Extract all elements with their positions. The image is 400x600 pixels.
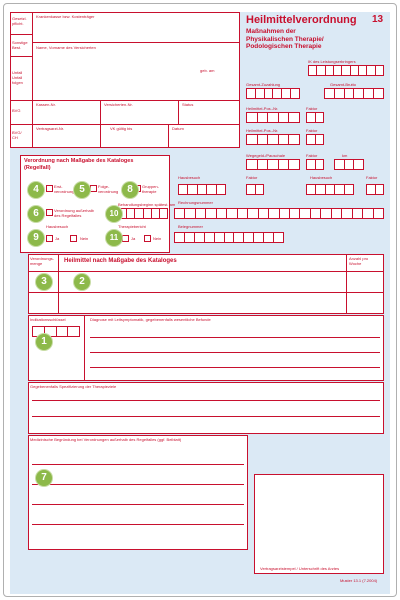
faktor-label-2: Faktor: [306, 128, 318, 133]
belegnummer-boxes[interactable]: [174, 232, 284, 243]
form-title: Heilmittelverordnung: [246, 14, 357, 26]
faktor-boxes-4[interactable]: [246, 184, 264, 195]
badge-10: 10: [106, 206, 122, 222]
versicherten-nr-label: Versicherten-Nr.: [104, 102, 133, 107]
hausbesuch-ja-label: Ja: [55, 236, 60, 241]
badge-4: 4: [28, 182, 44, 198]
therapiebericht-label: Therapiebericht: [118, 224, 146, 229]
date-label: Datum: [172, 126, 184, 131]
badge-9: 9: [28, 230, 44, 246]
therapiebericht-ja-label: Ja: [131, 236, 136, 241]
begruendung-block: [28, 435, 248, 550]
left-label-bvg-ch: BVG/ CH: [12, 130, 22, 140]
vertragsarzt-label: Vertragsarzt-Nr.: [36, 126, 65, 131]
heilmittel-katalog-label: Heilmittel nach Maßgabe des Kataloges: [64, 258, 177, 264]
prescription-form: [10, 12, 390, 594]
patient-name-label: Name, Vorname des Versicherten: [36, 45, 96, 50]
ik-boxes[interactable]: [308, 65, 384, 76]
faktor-boxes-2[interactable]: [306, 134, 324, 145]
diagnose-label: Diagnose mit Leitsymptomatik, gegebenenfalls wesentliche Befunde: [90, 317, 211, 322]
indikation-block: [28, 315, 384, 381]
folge-checkbox[interactable]: [90, 185, 97, 192]
valid-until-label: VK gültig bis: [110, 126, 133, 131]
km-label: km: [342, 153, 348, 158]
hausbesuch-ja-checkbox[interactable]: [46, 235, 53, 242]
therapiebericht-nein-checkbox[interactable]: [144, 235, 151, 242]
rechnungsnummer-label: Rechnungsnummer: [178, 200, 213, 205]
therapieziele-block: [28, 382, 384, 434]
erst-checkbox[interactable]: [46, 185, 53, 192]
ausserhalb-label: Verordnung außerhalb des Regelfalles: [54, 208, 94, 218]
rechnungsnummer-boxes[interactable]: [174, 208, 384, 219]
heilmittel-pos-label-2: Heilmittel-Pos.-Nr.: [246, 128, 279, 133]
menge-label: Verordnungs- menge: [30, 256, 55, 266]
hausbesuch-label-mid: Hausbesuch: [178, 175, 201, 180]
hausbesuch-nein-checkbox[interactable]: [70, 235, 77, 242]
left-label-gesetzl: Gesetzl. pflicht.: [12, 16, 27, 26]
therapiebericht-ja-checkbox[interactable]: [122, 235, 129, 242]
faktor-label-3: Faktor: [306, 153, 318, 158]
verordnung-title: Verordnung nach Maßgabe des Kataloges (Regelfall): [24, 158, 134, 171]
badge-6: 6: [28, 206, 44, 222]
km-boxes[interactable]: [334, 159, 364, 170]
belegnummer-label: Belegnummer: [178, 224, 203, 229]
gesamt-zuzahlung-label: Gesamt-Zuzahlung: [246, 82, 281, 87]
badge-3: 3: [36, 274, 52, 290]
gesamt-brutto-label: Gesamt-Brutto: [330, 82, 357, 87]
hausbesuch-boxes[interactable]: [178, 184, 226, 195]
heilmittel-pos-label-1: Heilmittel-Pos.-Nr.: [246, 106, 279, 111]
heilmittel-pos-boxes-2[interactable]: [246, 134, 300, 145]
form-id: Muster 13.1 (7.2004): [340, 578, 378, 583]
hausbesuch-label: Hausbesuch: [46, 224, 69, 229]
therapieziele-label: Gegebenenfalls Spezifizierung der Therapieziele: [30, 384, 117, 389]
gesamt-zuzahlung-boxes[interactable]: [246, 88, 300, 99]
signature-label: Vertragsarztstempel / Unterschrift des Arztes: [260, 566, 340, 571]
gruppen-label: Gruppen- therapie: [142, 184, 159, 194]
begruendung-label: Medizinische Begründung bei Verordnungen außerhalb des Regelfalles (ggf. Beiblatt): [30, 437, 182, 442]
badge-2: 2: [74, 274, 90, 290]
faktor-label-5: Faktor: [366, 175, 378, 180]
faktor-boxes-1[interactable]: [306, 112, 324, 123]
status-label: Status: [182, 102, 194, 107]
wegegeld-label: Wegegeld-/Pauschale: [246, 153, 286, 158]
behandlungsbeginn-label: Behandlungsbeginn spätest. am: [118, 202, 176, 207]
folge-label: Folge- verordnung: [98, 184, 119, 194]
gesamt-brutto-boxes[interactable]: [324, 88, 384, 99]
birthdate-label: geb. am: [200, 68, 215, 73]
badge-5: 5: [74, 182, 90, 198]
kassen-nr-label: Kassen-Nr.: [36, 102, 56, 107]
faktor-label-4: Faktor: [246, 175, 258, 180]
behandlungsbeginn-boxes[interactable]: [118, 208, 168, 219]
hausbesuch-label-right: Hausbesuch: [310, 175, 333, 180]
left-label-unfall: Unfall Unfall folgen: [12, 70, 23, 85]
hausbesuch-boxes-2[interactable]: [306, 184, 354, 195]
signature-box[interactable]: [254, 474, 384, 574]
therapiebericht-nein-label: Nein: [153, 236, 162, 241]
indikationsschluessel-label: Indikationsschlüssel: [30, 317, 66, 322]
badge-8: 8: [122, 182, 138, 198]
badge-1: 1: [36, 334, 52, 350]
ik-label: IK des Leistungserbringers: [308, 59, 356, 64]
faktor-boxes-3[interactable]: [306, 159, 324, 170]
erst-label: Erst- verordnung: [54, 184, 75, 194]
form-subtitle: Maßnahmen der Physikalischen Therapie/ Podologischen Therapie: [246, 28, 324, 50]
heilmittel-pos-boxes-1[interactable]: [246, 112, 300, 123]
faktor-boxes-5[interactable]: [366, 184, 384, 195]
form-number: 13: [372, 14, 384, 25]
anzahl-label: Anzahl pro Woche: [349, 256, 369, 266]
insurer-label: Krankenkasse bzw. Kostenträger: [36, 14, 95, 19]
badge-7: 7: [36, 470, 52, 486]
left-label-sonstige: Sonstige Best.: [12, 40, 28, 50]
left-label-bvg: BVG: [12, 108, 21, 113]
wegegeld-boxes[interactable]: [246, 159, 300, 170]
badge-11: 11: [106, 230, 122, 246]
faktor-label-1: Faktor: [306, 106, 318, 111]
hausbesuch-nein-label: Nein: [80, 236, 89, 241]
